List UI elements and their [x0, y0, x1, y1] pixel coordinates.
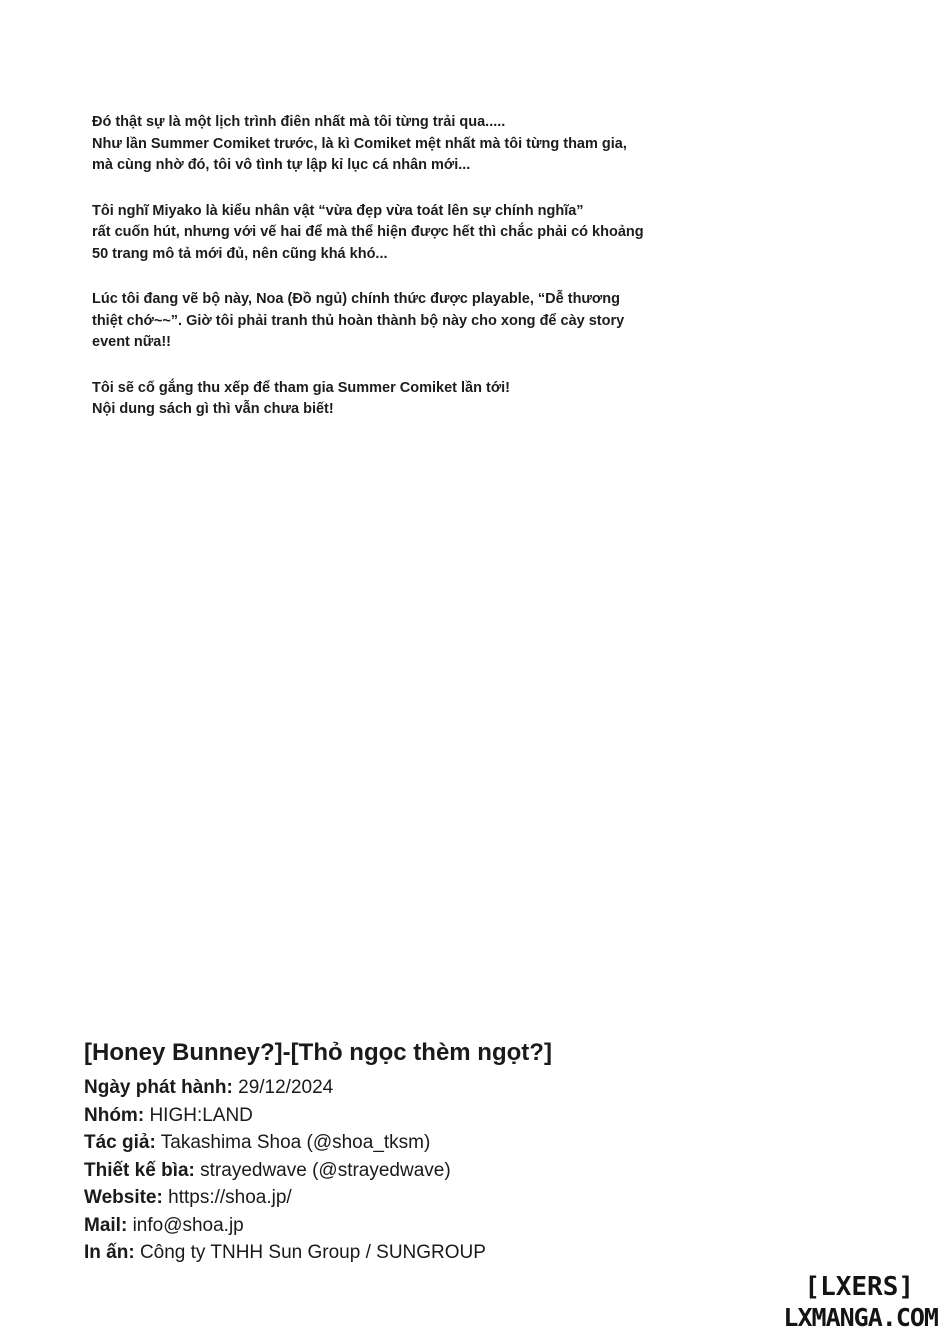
printing-label: In ấn: [84, 1242, 135, 1263]
website-label: Website: [84, 1187, 163, 1208]
release-date-value: 29/12/2024 [238, 1077, 334, 1098]
afterword-paragraph-2 [92, 201, 732, 266]
text-line: Tôi nghĩ Miyako là kiểu nhân vật “vừa đẹp vừa toát lên sự chính nghĩa” [92, 202, 584, 219]
printing-value: Công ty TNHH Sun Group / SUNGROUP [139, 1242, 486, 1263]
afterword-paragraph-3 [92, 289, 732, 354]
text-line: Như lần Summer Comiket trước, là kì Comiket mệt nhất mà tôi từng tham gia, [92, 135, 627, 152]
website-value: https://shoa.jp/ [168, 1187, 292, 1208]
cover-design-label: Thiết kế bìa: [84, 1159, 195, 1181]
afterword-paragraph-1 [92, 112, 732, 177]
text-line: event nữa!! [92, 334, 171, 350]
text-line: Nội dung sách gì thì vẫn chưa biết! [92, 401, 334, 417]
text-line: mà cùng nhờ đó, tôi vô tình tự lập kỉ lục cá nhân mới... [92, 157, 471, 173]
release-date-row [84, 1074, 704, 1102]
text-line: Lúc tôi đang vẽ bộ này, Noa (Đồ ngủ) chính thức được playable, “Dễ thương [92, 291, 620, 307]
author-value: Takashima Shoa (@shoa_tksm) [160, 1132, 431, 1153]
mail-label: Mail: [84, 1214, 128, 1236]
author-label: Tác giả: [84, 1132, 156, 1153]
mail-value: info@shoa.jp [132, 1214, 244, 1236]
colophon [84, 1036, 704, 1267]
author-row [84, 1129, 704, 1157]
afterword-text [92, 112, 732, 445]
group-row [84, 1102, 704, 1130]
watermark-top-text: [LXERS] [804, 1272, 914, 1302]
text-line: 50 trang mô tả mới đủ, nên cũng khá khó... [92, 245, 388, 262]
release-date-label: Ngày phát hành: [84, 1077, 233, 1098]
text-line: Tôi sẽ cố gắng thu xếp để tham gia Summer Comiket lần tới! [92, 379, 510, 396]
printing-row [84, 1239, 704, 1267]
text-line: rất cuốn hút, nhưng với vế hai để mà thể hiện được hết thì chắc phải có khoảng [92, 224, 644, 240]
group-value: HIGH:LAND [149, 1104, 253, 1126]
text-line: thiệt chớ~~”. Giờ tôi phải tranh thủ hoàn thành bộ này cho xong để cày story [92, 312, 625, 329]
afterword-paragraph-4 [92, 378, 732, 421]
mail-row [84, 1212, 704, 1240]
cover-design-value: strayedwave (@strayedwave) [200, 1159, 451, 1181]
website-row [84, 1184, 704, 1212]
group-label: Nhóm: [84, 1104, 145, 1126]
book-title: [Honey Bunney?]-[Thỏ ngọc thèm ngọt?] [84, 1039, 552, 1066]
text-line: Đó thật sự là một lịch trình điên nhất mà tôi từng trải qua..... [92, 114, 506, 130]
watermark-logo [748, 1272, 938, 1334]
watermark-bottom-text: LXMANGA.COM [783, 1303, 938, 1332]
cover-design-row [84, 1157, 704, 1185]
